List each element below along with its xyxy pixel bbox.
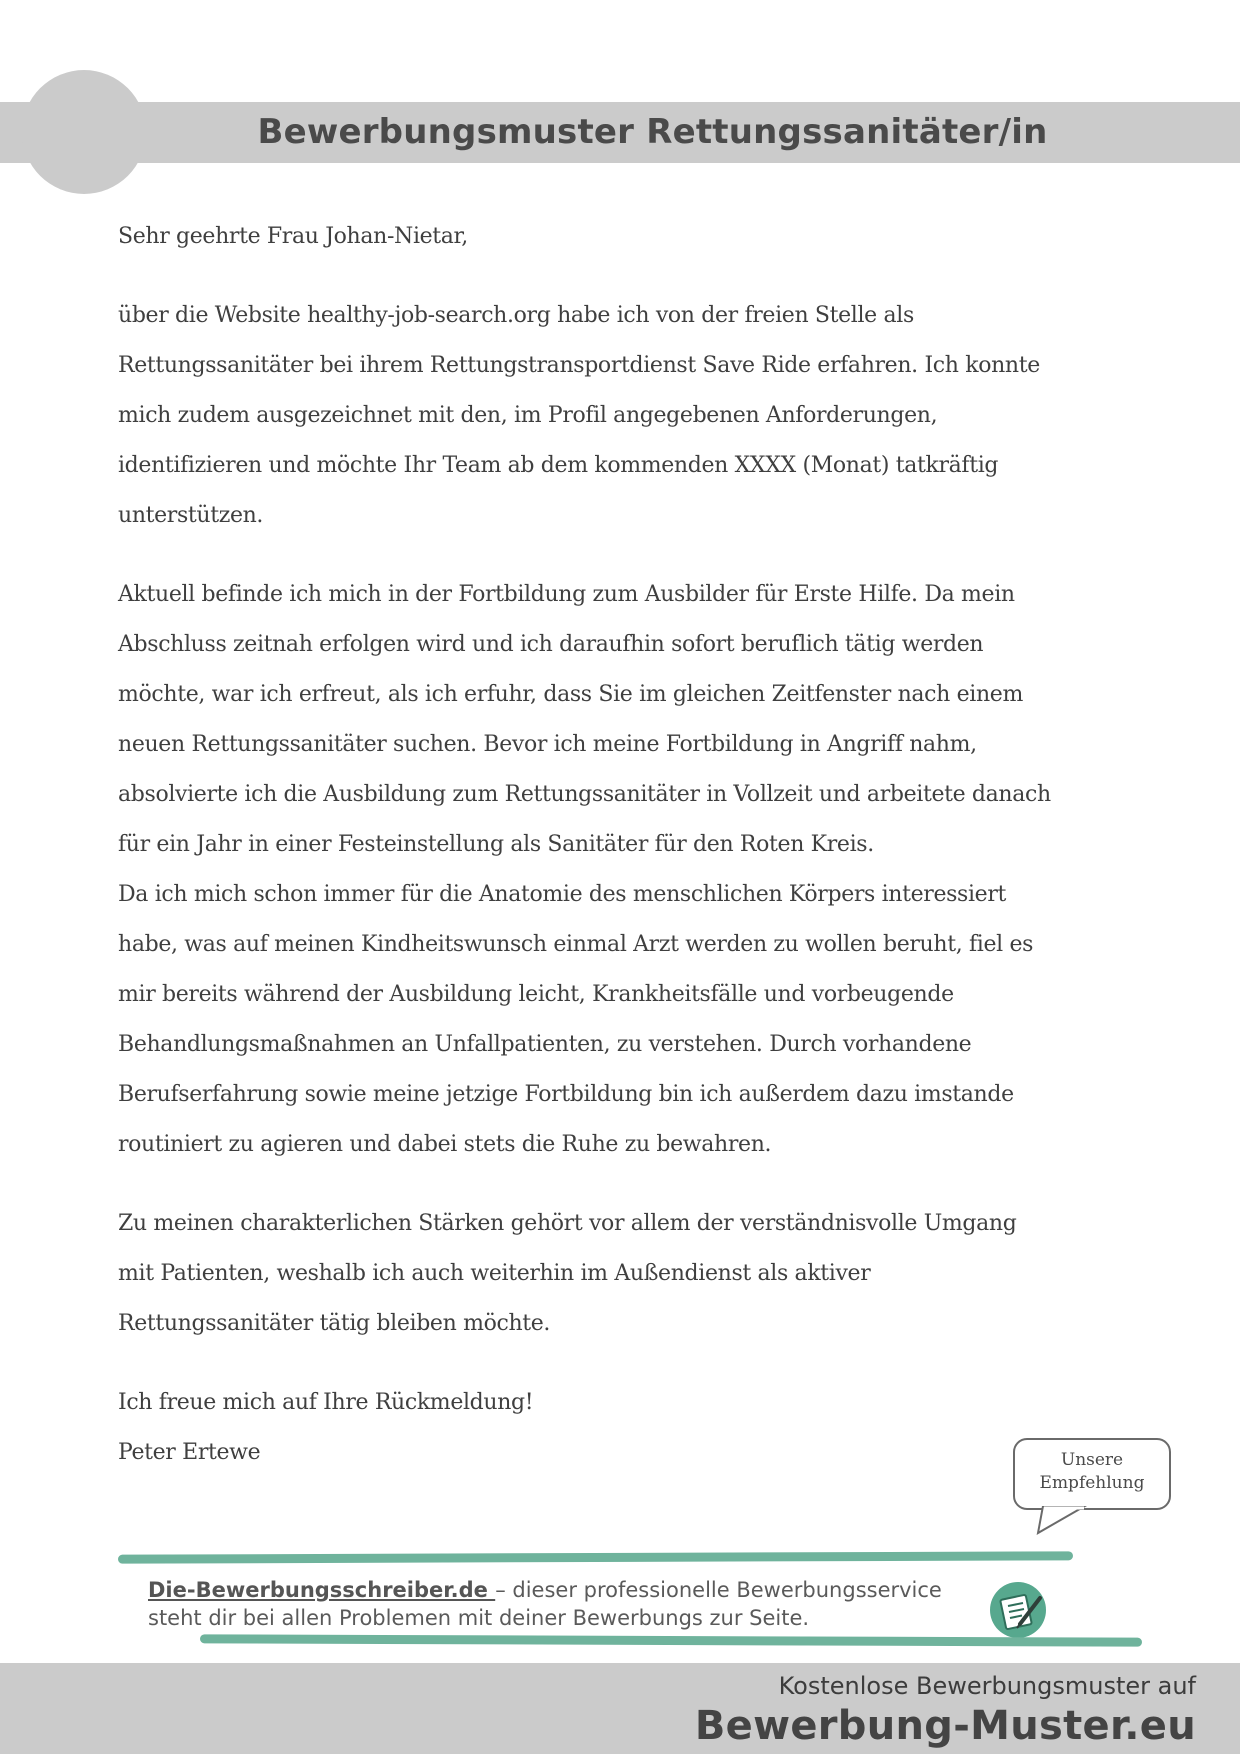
- paragraph-line: unterstützen.: [118, 503, 264, 528]
- decorative-stroke-top: [118, 1551, 1073, 1563]
- salutation: Sehr geehrte Frau Johan-Nietar,: [118, 224, 468, 249]
- paragraph-line: neuen Rettungssanitäter suchen. Bevor ich meine Fortbildung in Angriff nahm,: [118, 732, 977, 757]
- signature: Peter Ertewe: [118, 1440, 261, 1465]
- paragraph-line: Da ich mich schon immer für die Anatomie des menschlichen Körpers interessiert: [118, 882, 1007, 907]
- paragraph-line: Rettungssanitäter tätig bleiben möchte.: [118, 1311, 551, 1336]
- footer-brand[interactable]: Bewerbung-Muster.eu: [694, 1703, 1196, 1749]
- paragraph-1: [118, 291, 1128, 541]
- paragraph-3: [118, 1199, 1128, 1349]
- paragraph-line: Behandlungsmaßnahmen an Unfallpatienten, zu verstehen. Durch vorhandene: [118, 1032, 972, 1057]
- promo-link[interactable]: Die-Bewerbungsschreiber.de: [148, 1578, 496, 1602]
- paragraph-line: Zu meinen charakterlichen Stärken gehört vor allem der verständnisvolle Umgang: [118, 1211, 1017, 1236]
- paragraph-line: Berufserfahrung sowie meine jetzige Fortbildung bin ich außerdem dazu imstande: [118, 1082, 1014, 1107]
- recommendation-line1: Unsere: [1060, 1450, 1124, 1470]
- promo-text: [148, 1576, 978, 1632]
- paragraph-line: routiniert zu agieren und dabei stets die Ruhe zu bewahren.: [118, 1132, 772, 1157]
- promo-text-line1: – dieser professionelle Bewerbungsservice: [495, 1578, 942, 1602]
- paragraph-line: mich zudem ausgezeichnet mit den, im Profil angegebenen Anforderungen,: [118, 403, 938, 428]
- paragraph-line: möchte, war ich erfreut, als ich erfuhr, dass Sie im gleichen Zeitfenster nach einem: [118, 682, 1023, 707]
- paragraph-line: mit Patienten, weshalb ich auch weiterhin im Außendienst als aktiver: [118, 1261, 871, 1286]
- speech-bubble-tail-icon: [1035, 1506, 1115, 1536]
- paragraph-2: [118, 570, 1128, 1170]
- paragraph-line: absolvierte ich die Ausbildung zum Rettungssanitäter in Vollzeit und arbeitete danach: [118, 782, 1051, 807]
- promo-text-line2: steht dir bei allen Problemen mit deiner Bewerbungs zur Seite.: [148, 1606, 810, 1630]
- footer-tagline: Kostenlose Bewerbungsmuster auf: [778, 1672, 1196, 1700]
- recommendation-line2: Empfehlung: [1039, 1473, 1145, 1493]
- paragraph-line: identifizieren und möchte Ihr Team ab dem kommenden XXXX (Monat) tatkräftig: [118, 453, 999, 478]
- decorative-stroke-bottom: [200, 1634, 1142, 1646]
- page-title: Bewerbungsmuster Rettungssanitäter/in: [257, 112, 1048, 152]
- letter-body: [118, 212, 1128, 1478]
- paragraph-line: Aktuell befinde ich mich in der Fortbildung zum Ausbilder für Erste Hilfe. Da mein: [118, 582, 1015, 607]
- paragraph-line: über die Website healthy-job-search.org habe ich von der freien Stelle als: [118, 303, 914, 328]
- paragraph-line: Rettungssanitäter bei ihrem Rettungstransportdienst Save Ride erfahren. Ich konnte: [118, 353, 1040, 378]
- paragraph-line: mir bereits während der Ausbildung leicht, Krankheitsfälle und vorbeugende: [118, 982, 954, 1007]
- paragraph-line: für ein Jahr in einer Festeinstellung als Sanitäter für den Roten Kreis.: [118, 832, 874, 857]
- recommendation-bubble[interactable]: [1013, 1438, 1171, 1510]
- paragraph-line: Abschluss zeitnah erfolgen wird und ich daraufhin sofort beruflich tätig werden: [118, 632, 984, 657]
- closing-line: Ich freue mich auf Ihre Rückmeldung!: [118, 1390, 534, 1415]
- paragraph-line: habe, was auf meinen Kindheitswunsch einmal Arzt werden zu wollen beruht, fiel es: [118, 932, 1034, 957]
- document-pen-icon[interactable]: [990, 1582, 1046, 1638]
